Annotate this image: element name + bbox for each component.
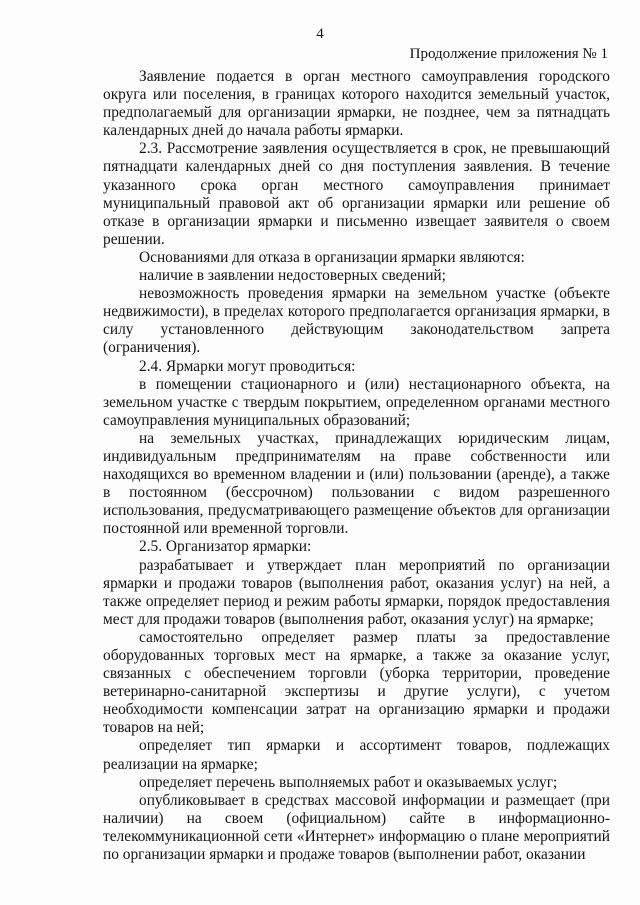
- running-head: Продолжение приложения № 1: [409, 46, 608, 62]
- paragraph-2-5-organizer: 2.5. Организатор ярмарки:: [139, 538, 312, 556]
- paragraph-fees: самостоятельно определяет размер платы за предоставление оборудованных торговых мест на ярмарке, а также за оказание услуг, связанных с обеспечением торговли (уборка территории, проведение ветеринарно-санитарной экспертизы и другие услуги), с учетом необходимости компенсации затрат на организацию ярмарки и продажи товаров на ней;: [103, 628, 610, 737]
- paragraph-2-3-review: 2.3. Рассмотрение заявления осуществляется в срок, не превышающий пятнадцати календарных дней со дня поступления заявления. В течение указанного срока орган местного самоуправления принимает муниципальный правовой акт об организации ярмарки или решение об отказе в организации ярмарки и письменно извещает заявителя о своем решении.: [103, 140, 610, 248]
- paragraph-plan: разрабатывает и утверждает план мероприятий по организации ярмарки и продажи товаров (выполнения работ, оказания услуг) на ней, а также определяет период и режим работы ярмарки, порядок предоставления мест для продажи товаров (выполнения работ, оказания услуг) на ярмарке;: [103, 556, 610, 628]
- paragraph-fair-type: определяет тип ярмарки и ассортимент товаров, подлежащих реализации на ярмарке;: [103, 737, 610, 773]
- document-body: [103, 68, 610, 864]
- paragraph-false-information: наличие в заявлении недостоверных сведений;: [139, 267, 446, 285]
- paragraph-application-submission: Заявление подается в орган местного самоуправления городского округа или поселения, в границах которого находится земельный участок, предполагаемый для организации ярмарки, не позднее, чем за пятнадцать календарных дней до начала работы ярмарки.: [103, 68, 610, 140]
- paragraph-services-list: определяет перечень выполняемых работ и оказываемых услуг;: [139, 773, 558, 791]
- paragraph-refusal-grounds: Основаниями для отказа в организации ярмарки являются:: [139, 248, 525, 266]
- page-number: 4: [316, 26, 324, 42]
- paragraph-premises: в помещении стационарного и (или) нестационарного объекта, на земельном участке с твердым покрытием, определенном органами местного самоуправления муниципальных образований;: [103, 375, 610, 429]
- paragraph-land-plots: на земельных участках, принадлежащих юридическим лицам, индивидуальным предпринимателям на праве собственности или находящихся во временном владении и (или) пользовании (аренде), а также в постоянном (бессрочном) пользовании с видом разрешенного использования, предусматривающего размещение объектов для организации постоянной или временной торговли.: [103, 429, 610, 538]
- paragraph-2-4-venues: 2.4. Ярмарки могут проводиться:: [139, 357, 356, 375]
- paragraph-impossibility: невозможность проведения ярмарки на земельном участке (объекте недвижимости), в пределах которого предполагается организация ярмарки, в силу установленного действующим законодательством запрета (ограничения).: [103, 285, 610, 357]
- paragraph-publication: опубликовывает в средствах массовой информации и размещает (при наличии) на своем (официальном) сайте в информационно-телекоммуникационной сети «Интернет» информацию о плане мероприятий по организации ярмарки и продаже товаров (выполнении работ, оказании: [103, 791, 610, 864]
